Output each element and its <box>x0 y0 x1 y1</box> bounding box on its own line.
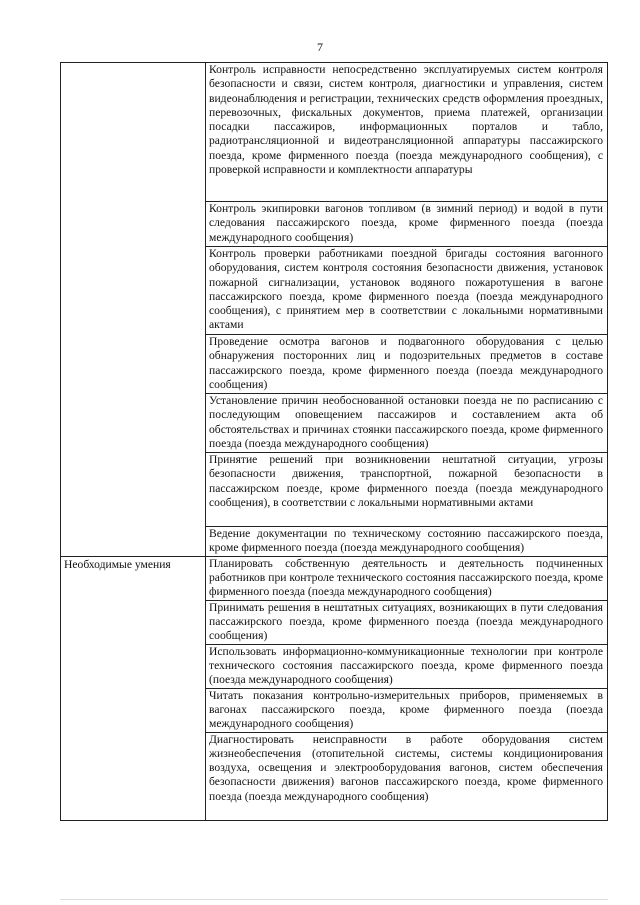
labor-action-item: Контроль исправности непосредственно эксплуатируемых систем контроля безопасности и связи, систем контроля, диагностики и управления, систем видеонаблюдения и регистрации, технических средств оформления проездных, перевозочных, фискальных документов, приема платежей, организации посадки пассажиров, информационных порталов и табло, радиотрансляционной и видеотрансляционной аппаратуры пассажирского поезда, кроме фирменного поезда (поезда международного сообщения), с проверкой исправности и комплектности аппаратуры <box>206 63 608 202</box>
scan-edge-line <box>60 899 608 900</box>
section-label-cell <box>61 63 206 557</box>
skill-item: Планировать собственную деятельность и деятельность подчиненных работников при контроле технического состояния пассажирского поезда, кроме фирменного поезда (поезда международного сообщения) <box>206 556 608 600</box>
table-row <box>61 63 608 202</box>
labor-action-item: Установление причин необоснованной остановки поезда не по расписанию с последующим оповещением пассажиров и составлением акта об обстоятельствах и причинах стоянки пассажирского поезда, кроме фирменного поезда (поезда международного сообщения) <box>206 394 608 453</box>
requirements-table <box>60 62 608 821</box>
skill-item: Читать показания контрольно-измерительных приборов, применяемых в вагонах пассажирского поезда, кроме фирменного поезда (поезда международного сообщения) <box>206 688 608 732</box>
labor-action-item: Контроль проверки работниками поездной бригады состояния вагонного оборудования, систем контроля состояния безопасности движения, установок пожарной сигнализации, установок водяного пожаротушения в вагоне пассажирского поезда, кроме фирменного поезда (поезда международного сообщения), с принятием мер в соответствии с локальными нормативными актами <box>206 247 608 335</box>
labor-action-item: Принятие решений при возникновении нештатной ситуации, угрозы безопасности движения, транспортной, пожарной безопасности в пассажирском поезде, кроме фирменного поезда (поезда международного сообщения), в соответствии с локальными нормативными актами <box>206 453 608 527</box>
skill-item: Диагностировать неисправности в работе оборудования систем жизнеобеспечения (отопительной системы, системы кондиционирования воздуха, освещения и электрооборудования вагонов, систем обеспечения безопасности движения) вагонов пассажирского поезда, кроме фирменного поезда (поезда международного сообщения) <box>206 732 608 820</box>
section-label-cell <box>61 556 206 820</box>
table-row <box>61 556 608 600</box>
labor-action-item: Контроль экипировки вагонов топливом (в зимний период) и водой в пути следования пассажирского поезда, кроме фирменного поезда (поезда международного сообщения) <box>206 202 608 247</box>
skill-item: Использовать информационно-коммуникационные технологии при контроле технического состояния пассажирского поезда, кроме фирменного поезда (поезда международного сообщения) <box>206 644 608 688</box>
labor-action-item: Проведение осмотра вагонов и подвагонного оборудования с целью обнаружения посторонних лиц и подозрительных предметов в составе пассажирского поезда, кроме фирменного поезда (поезда международного сообщения) <box>206 335 608 394</box>
skill-item: Принимать решения в нештатных ситуациях, возникающих в пути следования пассажирского поезда, кроме фирменного поезда (поезда международного сообщения) <box>206 600 608 644</box>
section-label <box>64 63 201 64</box>
labor-action-item: Ведение документации по техническому состоянию пассажирского поезда, кроме фирменного поезда (поезда международного сообщения) <box>206 527 608 557</box>
section-label-required-skills: Необходимые умения <box>64 557 171 571</box>
page-number: 7 <box>317 40 323 54</box>
